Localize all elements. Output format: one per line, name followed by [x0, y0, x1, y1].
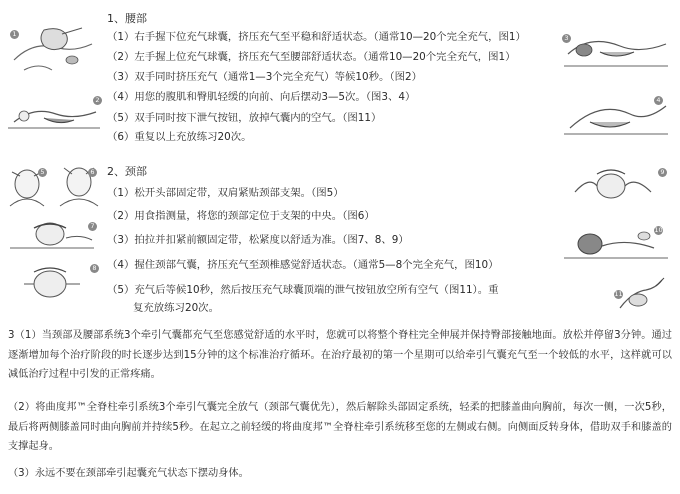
figure-6-head-illustration — [54, 162, 104, 208]
neck-step-5-line-2: 复充放练习20次。 — [133, 302, 219, 314]
waist-step-5: （5）双手同时按下泄气按钮，放掉气囊内的空气。（图11） — [107, 112, 382, 124]
waist-step-6: （6）重复以上充放练习20次。 — [107, 131, 252, 143]
waist-step-2: （2）左手握上位充气球囊，挤压充气至腰部舒适状态。（通常10—20个完全充气，图1） — [107, 51, 516, 63]
waist-step-3: （3）双手同时挤压充气（通常1—3个完全充气）等候10秒。（图2） — [107, 71, 423, 83]
figure-8-number: 8 — [90, 264, 99, 273]
figure-3-number: 3 — [562, 34, 571, 43]
note-paragraph-1: 3（1）当颈部及腰部系统3个牵引气囊都充气至您感觉舒适的水平时，您就可以将整个脊柱完全伸展并保持臀部接触地面。放松并停留3分钟。通过逐渐增加每个治疗阶段的时长逐步达到15分钟的这个标准治疗循环。在治疗最初的第一个星期可以给牵引气囊充气至一个较低的水平，这样就可以减低治疗过程中引发的正常疼痛。 — [8, 330, 672, 380]
figure-5-number: 5 — [38, 168, 47, 177]
figure-2-number: 2 — [93, 96, 102, 105]
figure-1-hand-bulb-illustration — [4, 20, 104, 82]
figure-7-number: 7 — [88, 222, 97, 231]
figure-10-number: 10 — [654, 226, 663, 234]
note-paragraph-3: （3）永远不要在颈部牵引起囊充气状态下摆动身体。 — [8, 468, 249, 479]
figure-9-number: 9 — [658, 168, 667, 177]
neck-step-3: （3）拍拉并扣紧前额固定带，松紧度以舒适为准。（图7、8、9） — [107, 234, 409, 246]
neck-step-1: （1）松开头部固定带，双肩紧贴颈部支架。（图5） — [107, 187, 344, 199]
waist-step-4: （4）用您的腹肌和臀肌轻缓的向前、向后摆动3—5次。（图3、4） — [107, 91, 416, 103]
figure-11-number: 11 — [614, 290, 623, 298]
figure-2-lying-illustration — [4, 92, 104, 138]
figure-9-head-top-illustration — [565, 162, 665, 210]
figure-6-number: 6 — [88, 168, 97, 177]
figure-8-head-top-illustration — [4, 262, 100, 306]
section-title-neck: 2、颈部 — [107, 165, 147, 178]
waist-step-1: （1）右手握下位充气球囊，挤压充气至平稳和舒适状态。（通常10—20个完全充气，图1） — [107, 31, 526, 43]
neck-step-2: （2）用食指测量，将您的颈部定位于支架的中央。（图6） — [107, 210, 375, 222]
neck-step-5-line-1: （5）充气后等候10秒，然后按压充气球囊顶端的泄气按钮放空所有空气（图11）。重 — [107, 284, 499, 296]
figure-7-neck-illustration — [4, 214, 100, 254]
figure-3-lying-illustration — [560, 20, 672, 76]
figure-1-number: 1 — [10, 30, 19, 39]
neck-step-4: （4）握住颈部气囊，挤压充气至颈椎感觉舒适状态。（通常5—8个完全充气，图10） — [107, 259, 499, 271]
note-paragraph-2: （2）将曲度邦™全脊柱牵引系统3个牵引气囊完全放气（颈部气囊优先），然后解除头部固定系统，轻柔的把膝盖曲向胸前，每次一侧，一次5秒，最后将两侧膝盖同时曲向胸前并持续5秒。在起立之前轻缓的将曲度邦™全脊柱牵引系统移至您的左侧或右侧。向侧面反转身体，借助双手和膝盖的支撑起身。 — [8, 402, 672, 452]
section-title-waist: 1、腰部 — [107, 12, 147, 25]
figure-4-number: 4 — [654, 96, 663, 105]
